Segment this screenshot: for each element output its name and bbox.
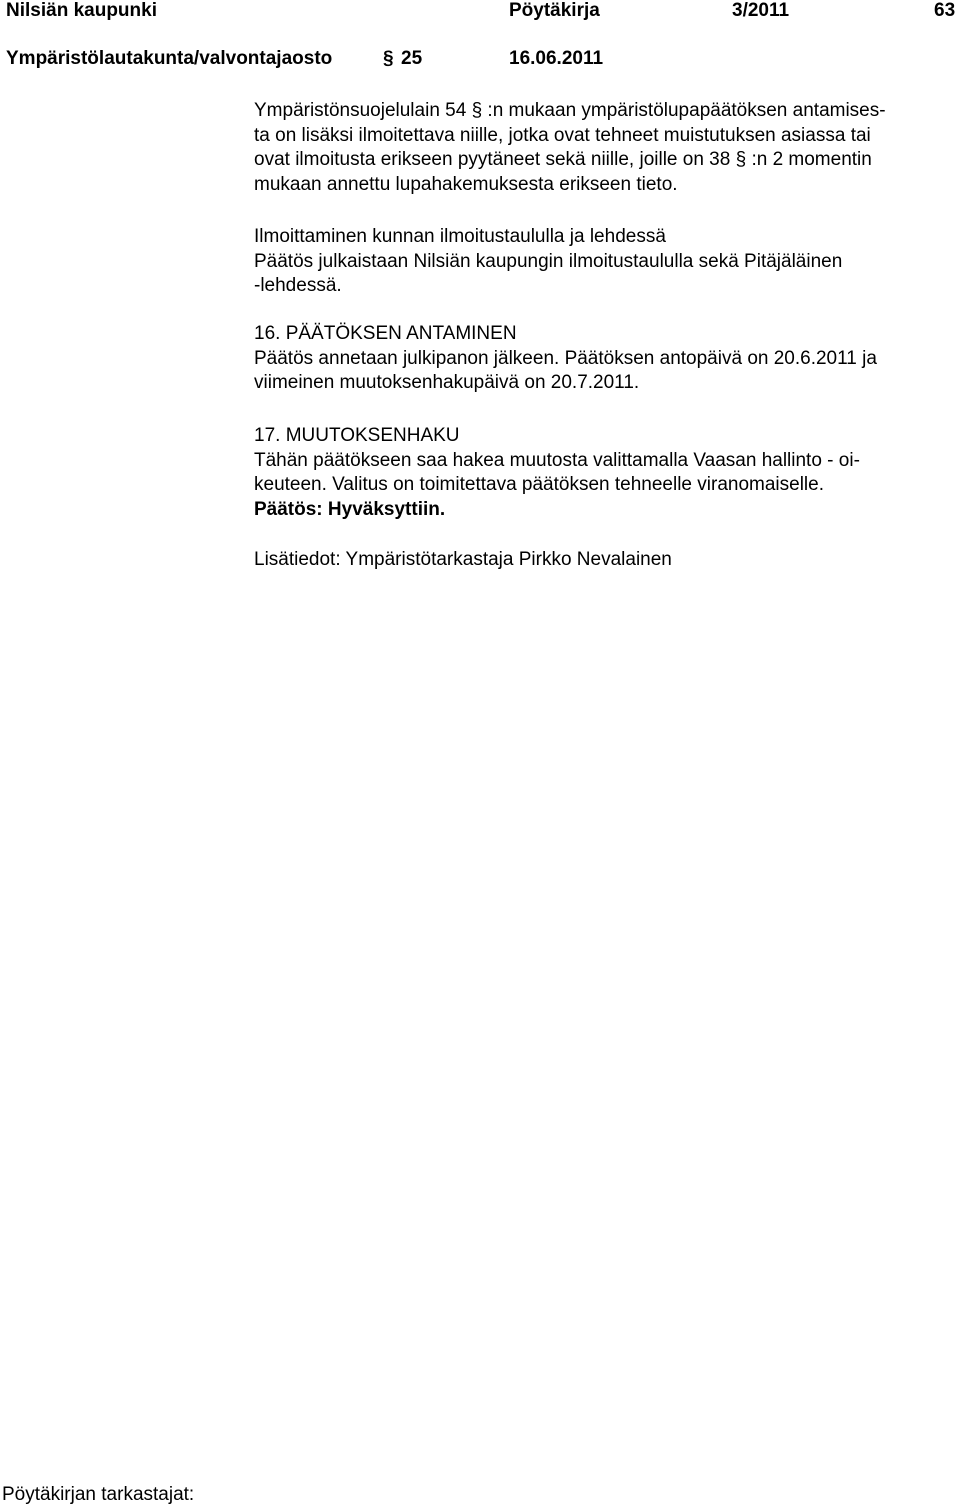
paragraph-line: -lehdessä. bbox=[254, 275, 342, 296]
section-decision-issuance bbox=[254, 322, 877, 396]
header-date: 16.06.2011 bbox=[509, 48, 604, 69]
section-heading: 16. PÄÄTÖKSEN ANTAMINEN bbox=[254, 323, 517, 344]
header-doc-type: Pöytäkirja bbox=[509, 0, 600, 21]
header-committee: Ympäristölautakunta/valvontajaosto bbox=[6, 48, 333, 69]
paragraph-heading: Ilmoittaminen kunnan ilmoitustaululla ja lehdessä bbox=[254, 226, 666, 247]
section-appeal bbox=[254, 424, 860, 522]
contact-line: Lisätiedot: Ympäristötarkastaja Pirkko Nevalainen bbox=[254, 549, 672, 570]
paragraph-notification bbox=[254, 99, 886, 197]
paragraph-line: Tähän päätökseen saa hakea muutosta valittamalla Vaasan hallinto - oi- bbox=[254, 449, 860, 471]
header-doc-number: 3/2011 bbox=[732, 0, 790, 21]
paragraph-line: Päätös julkaistaan Nilsiän kaupungin ilmoitustaululla sekä Pitäjäläinen bbox=[254, 250, 843, 272]
contact-info bbox=[254, 548, 672, 573]
header-section-number: 25 bbox=[401, 48, 423, 69]
section-heading: 17. MUUTOKSENHAKU bbox=[254, 425, 460, 446]
paragraph-line: ta on lisäksi ilmoitettava niille, jotka ovat tehneet muistutuksen asiassa tai bbox=[254, 124, 871, 146]
footer-reviewers-label: Pöytäkirjan tarkastajat: bbox=[2, 1484, 195, 1505]
header-page-number: 63 bbox=[934, 0, 956, 21]
paragraph-line: Ympäristönsuojelulain 54 § :n mukaan ympäristölupapäätöksen antamises- bbox=[254, 100, 886, 121]
paragraph-line: keuteen. Valitus on toimitettava päätöksen tehneelle viranomaiselle. bbox=[254, 474, 824, 495]
paragraph-announcement bbox=[254, 225, 842, 299]
header-org: Nilsiän kaupunki bbox=[6, 0, 157, 21]
paragraph-line: Päätös annetaan julkipanon jälkeen. Päätöksen antopäivä on 20.6.2011 ja bbox=[254, 347, 877, 369]
header-section-symbol: § bbox=[383, 48, 394, 69]
paragraph-line: mukaan annettu lupahakemuksesta erikseen tieto. bbox=[254, 173, 678, 195]
paragraph-line: ovat ilmoitusta erikseen pyytäneet sekä niille, joille on 38 § :n 2 momentin bbox=[254, 149, 872, 170]
decision-statement: Päätös: Hyväksyttiin. bbox=[254, 498, 446, 520]
paragraph-line: viimeinen muutoksenhakupäivä on 20.7.2011. bbox=[254, 372, 640, 393]
